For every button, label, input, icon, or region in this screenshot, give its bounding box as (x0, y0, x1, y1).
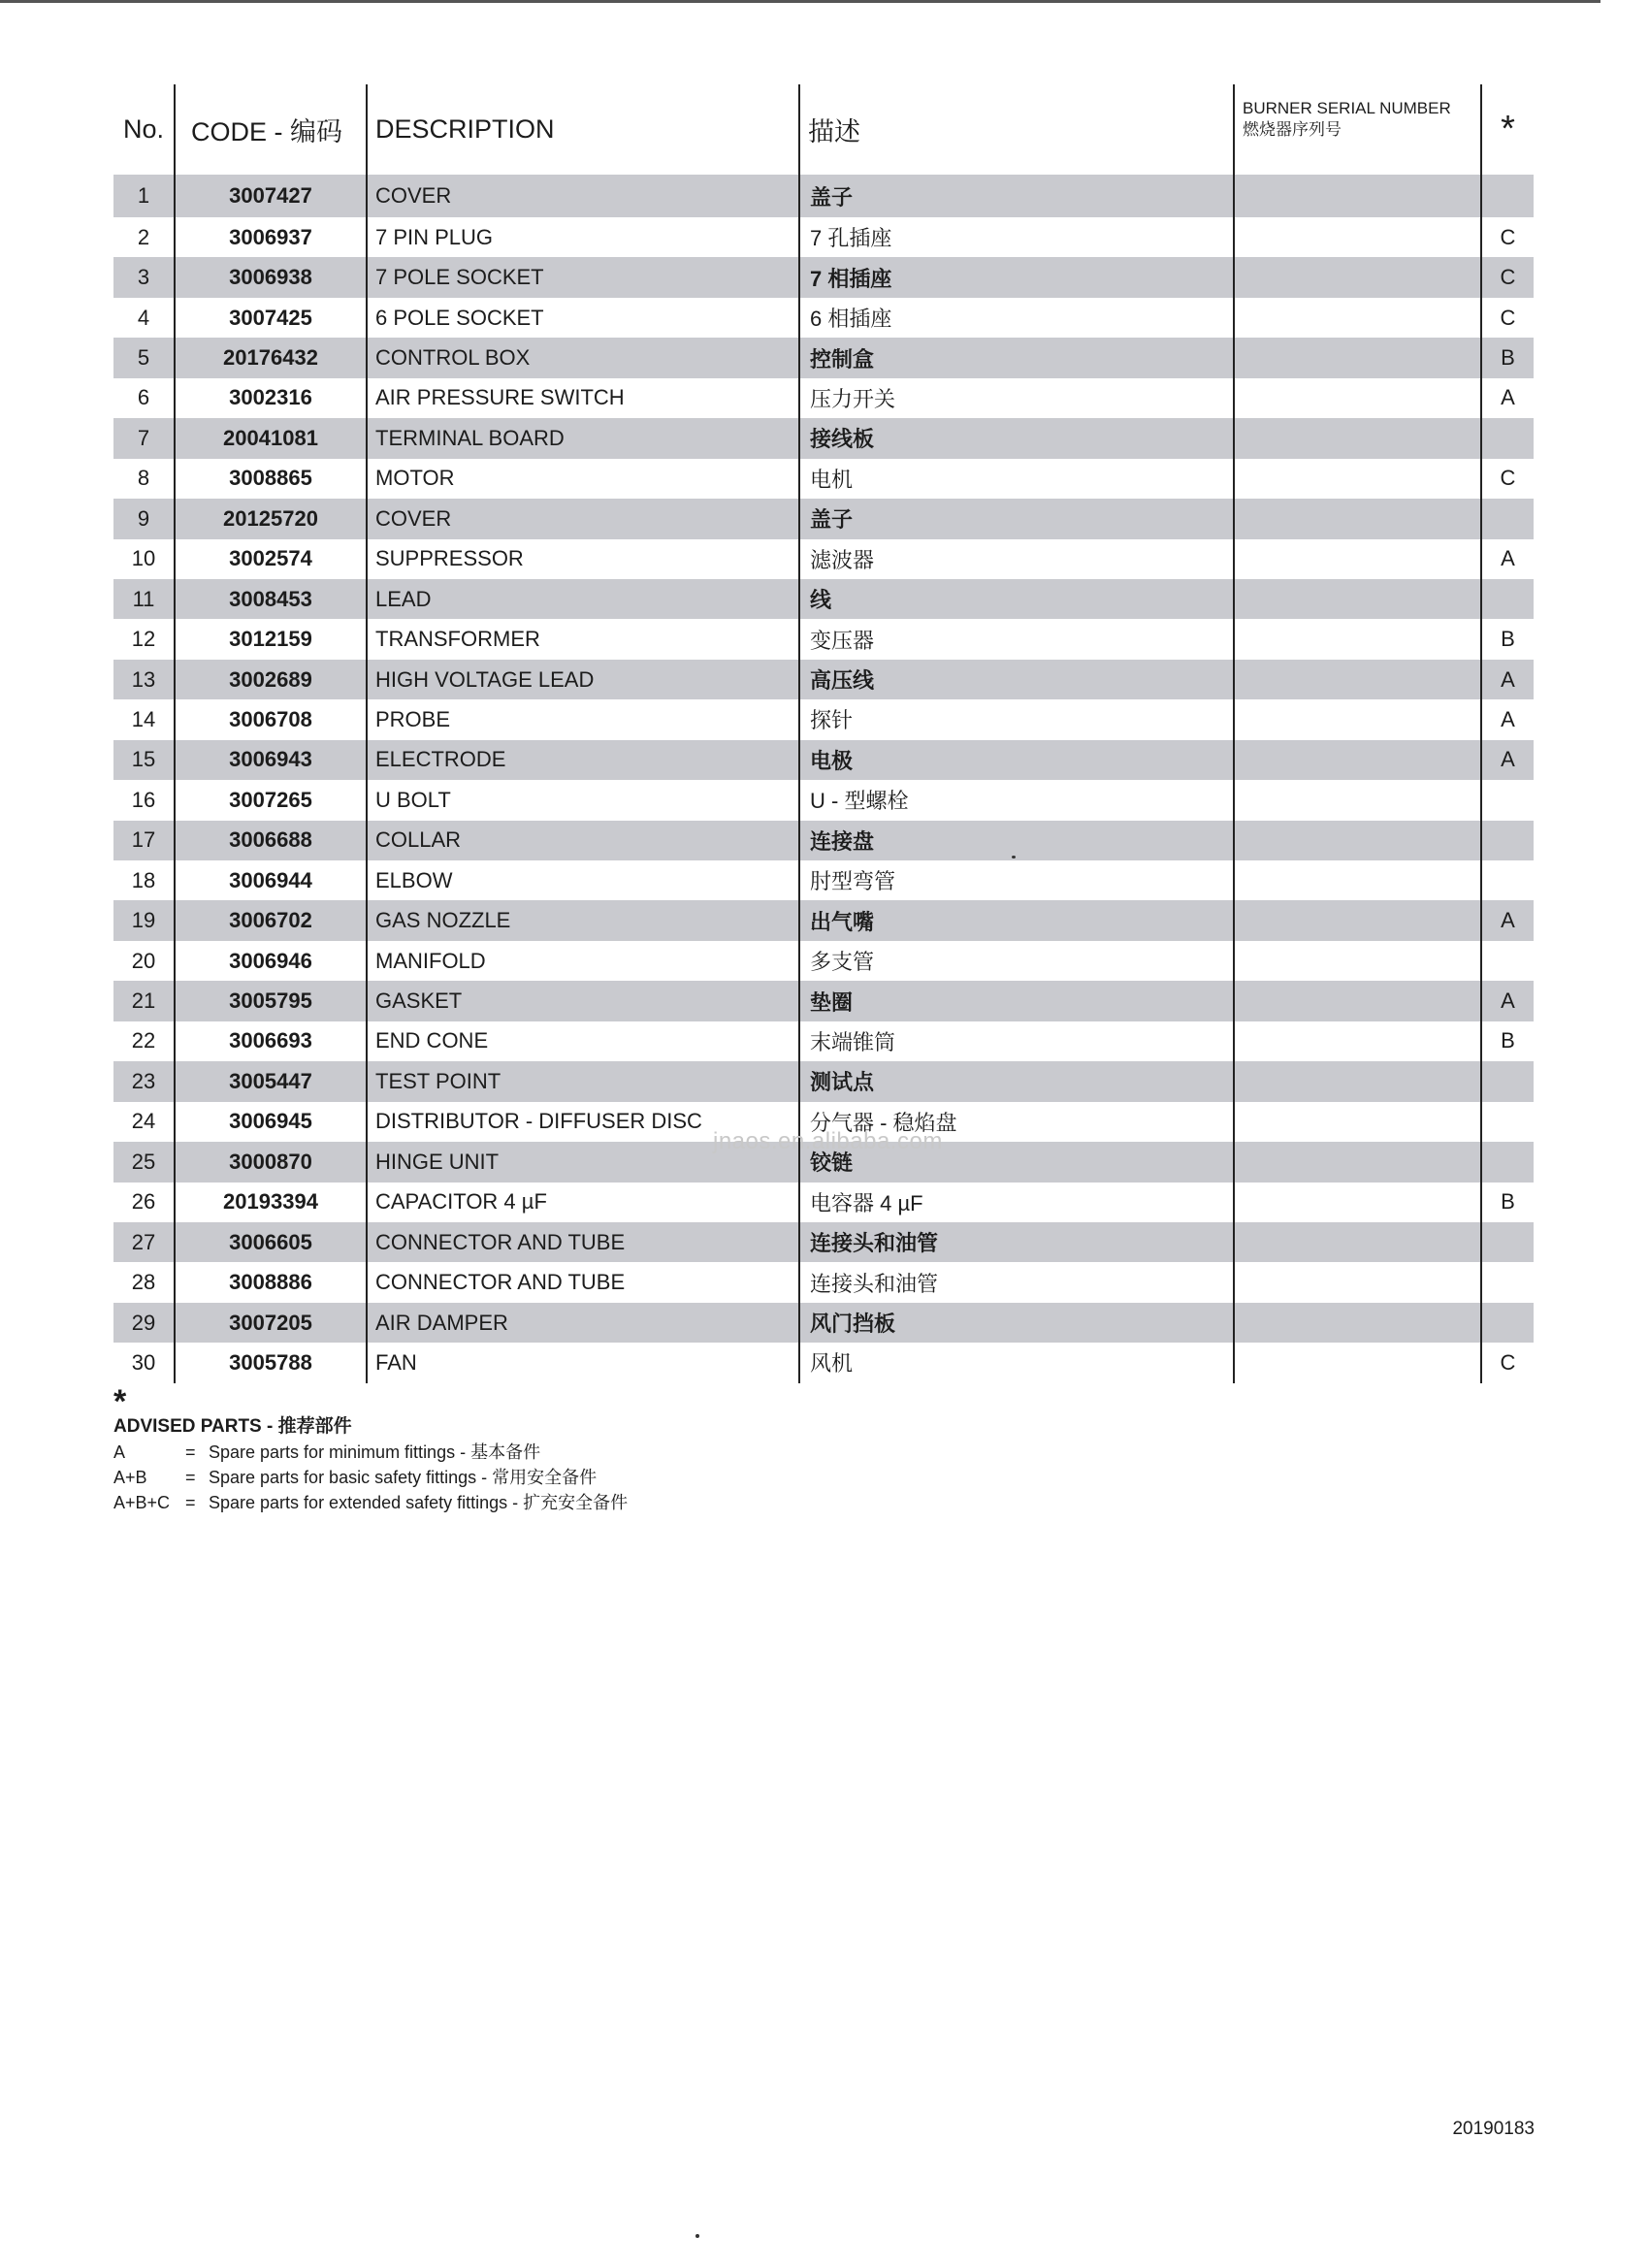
table-row (113, 378, 1534, 418)
advised-class: B (1481, 338, 1534, 377)
part-description: CONNECTOR AND TUBE (367, 1262, 799, 1302)
part-code: 3012159 (175, 619, 367, 659)
part-code: 3006937 (175, 217, 367, 257)
row-number: 17 (113, 821, 175, 860)
burner-serial-cell (1234, 579, 1481, 619)
part-code: 3008453 (175, 579, 367, 619)
burner-serial-cell (1234, 1061, 1481, 1101)
part-description-zh: U - 型螺栓 (799, 780, 1234, 820)
legend-equals: = (185, 1468, 196, 1487)
table-row (113, 1183, 1534, 1222)
part-description: CONTROL BOX (367, 338, 799, 377)
part-description: AIR DAMPER (367, 1303, 799, 1343)
part-description-zh: 7 相插座 (799, 257, 1234, 297)
part-code: 3006945 (175, 1102, 367, 1142)
table-row (113, 499, 1534, 538)
advised-class (1481, 1102, 1534, 1142)
burner-serial-cell (1234, 499, 1481, 538)
legend-item (113, 1440, 628, 1465)
burner-serial-cell (1234, 821, 1481, 860)
part-code: 3006946 (175, 941, 367, 981)
advised-class: B (1481, 1021, 1534, 1061)
part-description-zh: 接线板 (799, 418, 1234, 458)
part-description-zh: 风机 (799, 1343, 1234, 1382)
part-description: AIR PRESSURE SWITCH (367, 378, 799, 418)
advised-class (1481, 1222, 1534, 1262)
part-description: 6 POLE SOCKET (367, 298, 799, 338)
row-number: 14 (131, 706, 156, 731)
row-number: 4 (137, 305, 150, 330)
part-code: 3002689 (175, 660, 367, 699)
part-code: 3002316 (175, 378, 367, 418)
row-number: 26 (131, 1189, 156, 1215)
burner-serial-cell (1234, 900, 1481, 940)
table-row (113, 1262, 1534, 1302)
legend-star: * (113, 1383, 127, 1420)
advised-class: A (1481, 699, 1534, 739)
row-number: 12 (131, 627, 156, 652)
part-code: 20193394 (175, 1183, 367, 1222)
part-description-zh: 肘型弯管 (799, 860, 1234, 900)
table-row (113, 780, 1534, 820)
part-description: ELBOW (367, 860, 799, 900)
part-description-zh: 连接头和油管 (799, 1222, 1234, 1262)
legend-key: A (113, 1442, 126, 1462)
table-row (113, 941, 1534, 981)
part-description: TEST POINT (367, 1061, 799, 1101)
burner-serial-cell (1234, 175, 1481, 217)
legend-equals: = (185, 1493, 196, 1512)
advised-class: A (1481, 981, 1534, 1021)
burner-serial-cell (1234, 1183, 1481, 1222)
advised-class: A (1481, 539, 1534, 579)
burner-serial-cell (1234, 1142, 1481, 1182)
row-number: 24 (131, 1109, 156, 1134)
row-number: 11 (113, 579, 175, 619)
burner-serial-cell (1234, 1222, 1481, 1262)
header-description-zh: 描述 (799, 84, 1234, 175)
advised-class: C (1481, 257, 1534, 297)
part-description: CONNECTOR AND TUBE (367, 1222, 799, 1262)
table-row (113, 298, 1534, 338)
row-number: 29 (113, 1303, 175, 1343)
row-number: 18 (131, 867, 156, 892)
row-number: 8 (137, 466, 150, 491)
table-row (113, 860, 1534, 900)
part-description: DISTRIBUTOR - DIFFUSER DISC (367, 1102, 799, 1142)
legend-title: ADVISED PARTS - 推荐部件 (113, 1416, 352, 1437)
part-code: 20176432 (175, 338, 367, 377)
part-description-zh: 铰链 (799, 1142, 1234, 1182)
burner-serial-cell (1234, 217, 1481, 257)
row-number: 10 (131, 546, 156, 571)
row-number: 21 (113, 981, 175, 1021)
legend-text: Spare parts for basic safety fittings - 常用安全备件 (209, 1468, 598, 1487)
part-description-zh: 压力开关 (799, 378, 1234, 418)
advised-class (1481, 418, 1534, 458)
part-description-zh: 高压线 (799, 660, 1234, 699)
burner-serial-cell (1234, 298, 1481, 338)
part-description-zh: 连接盘 (799, 821, 1234, 860)
burner-serial-cell (1234, 378, 1481, 418)
part-description: 7 PIN PLUG (367, 217, 799, 257)
part-description-zh: 盖子 (799, 499, 1234, 538)
advised-class (1481, 941, 1534, 981)
table-row (113, 257, 1534, 297)
row-number: 7 (113, 418, 175, 458)
part-code: 3008886 (175, 1262, 367, 1302)
part-code: 3007427 (175, 175, 367, 217)
table-row (113, 619, 1534, 659)
part-description-zh: 末端锥筒 (799, 1021, 1234, 1061)
part-code: 3006943 (175, 740, 367, 780)
burner-serial-cell (1234, 619, 1481, 659)
part-description-zh: 线 (799, 579, 1234, 619)
scan-speck (695, 2234, 699, 2238)
burner-serial-cell (1234, 699, 1481, 739)
part-code: 3006688 (175, 821, 367, 860)
table-row (113, 821, 1534, 860)
advised-class: A (1481, 378, 1534, 418)
document-number: 20190183 (1452, 2119, 1535, 2139)
part-description: PROBE (367, 699, 799, 739)
watermark: jnaos.en.alibaba.com (713, 1128, 943, 1154)
burner-serial-cell (1234, 539, 1481, 579)
part-description-zh: 7 孔插座 (799, 217, 1234, 257)
part-description-zh: 电容器 4 µF (799, 1183, 1234, 1222)
top-rule (0, 0, 1600, 3)
part-description: 7 POLE SOCKET (367, 257, 799, 297)
part-description: U BOLT (367, 780, 799, 820)
burner-serial-cell (1234, 860, 1481, 900)
header-no: No. (122, 114, 165, 144)
advised-class (1481, 1303, 1534, 1343)
header-serial-number (1234, 84, 1481, 175)
advised-class: B (1481, 619, 1534, 659)
row-number: 13 (113, 660, 175, 699)
table-row (113, 579, 1534, 619)
table-row (113, 1343, 1534, 1382)
part-code: 3002574 (175, 539, 367, 579)
table-row (113, 1021, 1534, 1061)
part-code: 3006605 (175, 1222, 367, 1262)
row-number: 3 (113, 257, 175, 297)
row-number: 23 (113, 1061, 175, 1101)
part-code: 3007265 (175, 780, 367, 820)
part-description: COVER (367, 499, 799, 538)
part-code: 3006702 (175, 900, 367, 940)
part-description: COLLAR (367, 821, 799, 860)
part-description-zh: 电机 (799, 459, 1234, 499)
row-number: 1 (113, 175, 175, 217)
burner-serial-cell (1234, 941, 1481, 981)
part-description-zh: 连接头和油管 (799, 1262, 1234, 1302)
table-row (113, 459, 1534, 499)
part-code: 3005447 (175, 1061, 367, 1101)
part-description: TRANSFORMER (367, 619, 799, 659)
burner-serial-cell (1234, 418, 1481, 458)
row-number: 28 (131, 1270, 156, 1295)
part-description: MOTOR (367, 459, 799, 499)
advised-class (1481, 780, 1534, 820)
part-description-zh: 测试点 (799, 1061, 1234, 1101)
burner-serial-cell (1234, 780, 1481, 820)
row-number: 20 (131, 948, 156, 973)
advised-class: B (1481, 1183, 1534, 1222)
part-description-zh: 变压器 (799, 619, 1234, 659)
part-code: 3006708 (175, 699, 367, 739)
legend-key: A+B+C (113, 1493, 171, 1512)
legend-item (113, 1465, 628, 1490)
advised-class (1481, 860, 1534, 900)
part-description-zh: 探针 (799, 699, 1234, 739)
row-number: 22 (131, 1028, 156, 1053)
part-code: 3007205 (175, 1303, 367, 1343)
header-serial-en: BURNER SERIAL NUMBER (1243, 99, 1451, 117)
legend-text: Spare parts for minimum fittings - 基本备件 (209, 1442, 541, 1462)
legend-item (113, 1490, 628, 1515)
table-row (113, 699, 1534, 739)
header-advised-star: * (1481, 84, 1534, 175)
header-description: DESCRIPTION (367, 84, 799, 175)
row-number: 25 (113, 1142, 175, 1182)
part-description: FAN (367, 1343, 799, 1382)
table-row (113, 660, 1534, 699)
header-serial-zh: 燃烧器序列号 (1243, 120, 1342, 139)
row-number: 27 (113, 1222, 175, 1262)
part-description: CAPACITOR 4 µF (367, 1183, 799, 1222)
burner-serial-cell (1234, 660, 1481, 699)
advised-class (1481, 499, 1534, 538)
advised-class: C (1481, 459, 1534, 499)
advised-class: C (1481, 298, 1534, 338)
legend-key: A+B (113, 1468, 147, 1487)
part-code: 3007425 (175, 298, 367, 338)
part-code: 3006938 (175, 257, 367, 297)
burner-serial-cell (1234, 459, 1481, 499)
part-description: LEAD (367, 579, 799, 619)
scan-speck (1012, 856, 1016, 859)
part-description: TERMINAL BOARD (367, 418, 799, 458)
burner-serial-cell (1234, 1303, 1481, 1343)
table-row (113, 175, 1534, 217)
table-row (113, 338, 1534, 377)
part-description-zh: 分气器 - 稳焰盘 (799, 1102, 1234, 1142)
table-row (113, 539, 1534, 579)
part-description: GAS NOZZLE (367, 900, 799, 940)
part-description-zh: 电极 (799, 740, 1234, 780)
part-description: HINGE UNIT (367, 1142, 799, 1182)
advised-class: A (1481, 740, 1534, 780)
advised-class: C (1481, 1343, 1534, 1382)
burner-serial-cell (1234, 1262, 1481, 1302)
part-description-zh: 控制盒 (799, 338, 1234, 377)
advised-parts-legend (113, 1383, 629, 1515)
advised-class (1481, 1061, 1534, 1101)
advised-class (1481, 1262, 1534, 1302)
part-description-zh: 出气嘴 (799, 900, 1234, 940)
part-code: 3006693 (175, 1021, 367, 1061)
part-description: MANIFOLD (367, 941, 799, 981)
part-description-zh: 6 相插座 (799, 298, 1234, 338)
advised-class (1481, 1142, 1534, 1182)
burner-serial-cell (1234, 740, 1481, 780)
advised-class: C (1481, 217, 1534, 257)
row-number: 9 (113, 499, 175, 538)
part-code: 3000870 (175, 1142, 367, 1182)
burner-serial-cell (1234, 1102, 1481, 1142)
advised-class (1481, 579, 1534, 619)
burner-serial-cell (1234, 257, 1481, 297)
advised-class (1481, 821, 1534, 860)
burner-serial-cell (1234, 338, 1481, 377)
part-description-zh: 多支管 (799, 941, 1234, 981)
advised-class: A (1481, 900, 1534, 940)
part-description: SUPPRESSOR (367, 539, 799, 579)
burner-serial-cell (1234, 1021, 1481, 1061)
row-number: 15 (113, 740, 175, 780)
part-description-zh: 滤波器 (799, 539, 1234, 579)
part-description-zh: 风门挡板 (799, 1303, 1234, 1343)
table-row (113, 900, 1534, 940)
part-code: 3005795 (175, 981, 367, 1021)
part-description: HIGH VOLTAGE LEAD (367, 660, 799, 699)
advised-class: A (1481, 660, 1534, 699)
row-number: 5 (113, 338, 175, 377)
header-code: CODE - 编码 (175, 84, 367, 175)
part-description-zh: 垫圈 (799, 981, 1234, 1021)
advised-class (1481, 175, 1534, 217)
row-number: 2 (137, 224, 150, 249)
part-description: END CONE (367, 1021, 799, 1061)
part-code: 3005788 (175, 1343, 367, 1382)
legend-text: Spare parts for extended safety fittings - 扩充安全备件 (209, 1493, 629, 1512)
row-number: 16 (131, 787, 156, 812)
table-row (113, 1061, 1534, 1101)
table-row (113, 418, 1534, 458)
spare-parts-table (113, 84, 1534, 1383)
table-header-row (113, 84, 1534, 175)
part-description: COVER (367, 175, 799, 217)
table-row (113, 981, 1534, 1021)
table-row (113, 1303, 1534, 1343)
part-description: ELECTRODE (367, 740, 799, 780)
row-number: 19 (113, 900, 175, 940)
part-code: 20041081 (175, 418, 367, 458)
part-description: GASKET (367, 981, 799, 1021)
burner-serial-cell (1234, 1343, 1481, 1382)
row-number: 30 (131, 1349, 156, 1375)
row-number: 6 (137, 385, 150, 410)
table-row (113, 740, 1534, 780)
table-row (113, 1222, 1534, 1262)
burner-serial-cell (1234, 981, 1481, 1021)
part-code: 3008865 (175, 459, 367, 499)
table-row (113, 217, 1534, 257)
part-description-zh: 盖子 (799, 175, 1234, 217)
part-code: 20125720 (175, 499, 367, 538)
legend-equals: = (185, 1442, 196, 1462)
part-code: 3006944 (175, 860, 367, 900)
